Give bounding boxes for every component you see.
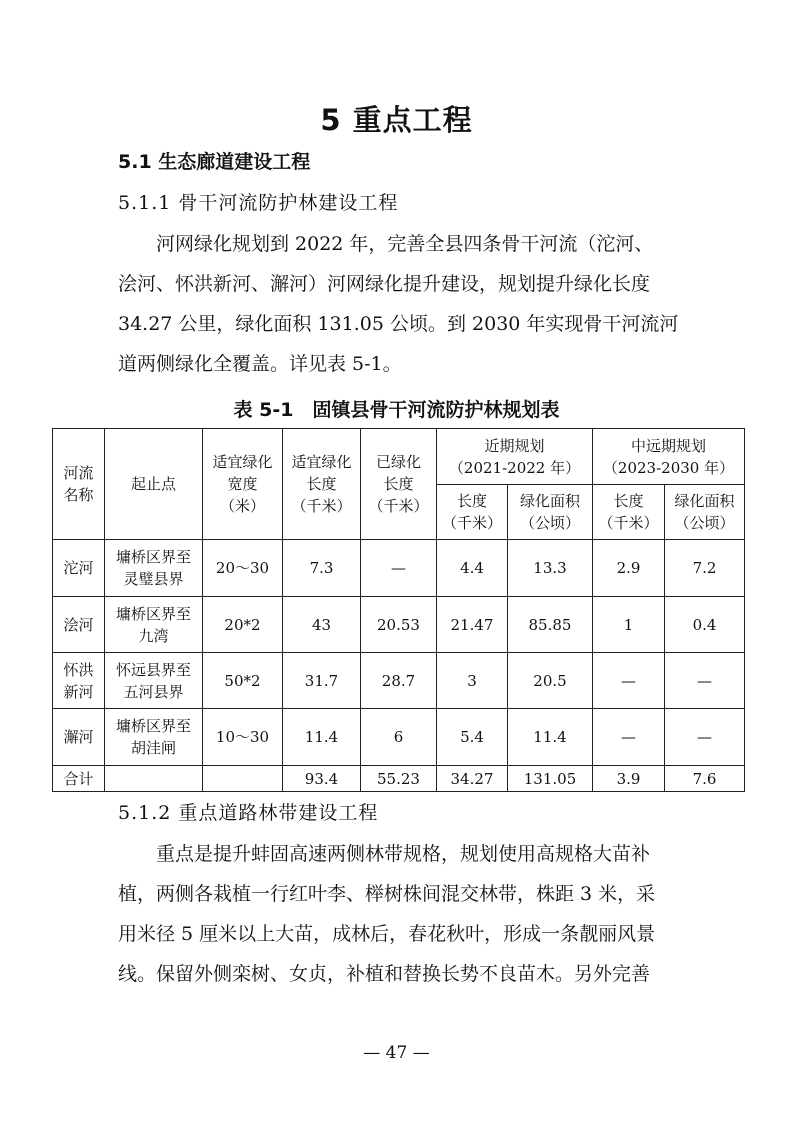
cell-total-far-area: 7.6 [665, 766, 745, 792]
cell-far-area: 7.2 [665, 540, 745, 597]
subsection-title-1: 5.1.1 骨干河流防护林建设工程 [118, 192, 399, 214]
cell-river-name: 怀洪 新河 [53, 653, 105, 709]
cell-empty [105, 766, 203, 792]
river-shelterbelt-table [52, 428, 745, 792]
header-far-length: 长度 （千米） [593, 485, 665, 540]
cell-suitable-length: 31.7 [283, 653, 361, 709]
table-caption: 表 5-1 固镇县骨干河流防护林规划表 [233, 399, 560, 421]
cell-near-length: 5.4 [437, 709, 508, 766]
cell-total-suitable-length: 93.4 [283, 766, 361, 792]
table-row [53, 597, 745, 653]
cell-empty [203, 766, 283, 792]
cell-river-name: 浍河 [53, 597, 105, 653]
header-river-name: 河流 名称 [53, 429, 105, 540]
cell-total-greened-length: 55.23 [361, 766, 437, 792]
paragraph-line: 道两侧绿化全覆盖。详见表 5-1。 [118, 353, 402, 375]
cell-far-area: 0.4 [665, 597, 745, 653]
cell-near-length: 4.4 [437, 540, 508, 597]
cell-greened-length: — [361, 540, 437, 597]
cell-width: 20*2 [203, 597, 283, 653]
cell-width: 50*2 [203, 653, 283, 709]
cell-near-length: 3 [437, 653, 508, 709]
cell-total-label: 合计 [53, 766, 105, 792]
paragraph-line: 河网绿化规划到 2022 年，完善全县四条骨干河流（沱河、 [156, 233, 654, 255]
cell-far-area: — [665, 653, 745, 709]
cell-far-length: — [593, 653, 665, 709]
cell-total-far-length: 3.9 [593, 766, 665, 792]
cell-total-near-area: 131.05 [508, 766, 593, 792]
paragraph-2 [118, 834, 678, 994]
paragraph-line: 用米径 5 厘米以上大苗，成林后，春花秋叶，形成一条靓丽风景 [118, 923, 656, 945]
cell-total-near-length: 34.27 [437, 766, 508, 792]
cell-width: 20～30 [203, 540, 283, 597]
cell-river-name: 沱河 [53, 540, 105, 597]
cell-range: 墉桥区界至 九湾 [105, 597, 203, 653]
table-row [53, 709, 745, 766]
header-mid-long-term: 中远期规划 （2023-2030 年） [593, 429, 745, 485]
cell-far-length: 1 [593, 597, 665, 653]
table-row [53, 540, 745, 597]
cell-width: 10～30 [203, 709, 283, 766]
header-near-term: 近期规划 （2021-2022 年） [437, 429, 593, 485]
cell-range: 怀远县界至 五河县界 [105, 653, 203, 709]
subsection-title-2: 5.1.2 重点道路林带建设工程 [118, 802, 379, 824]
chapter-title: 5 重点工程 [320, 103, 473, 137]
paragraph-line: 浍河、怀洪新河、澥河）河网绿化提升建设，规划提升绿化长度 [118, 273, 651, 295]
paragraph-1 [118, 224, 678, 384]
cell-greened-length: 6 [361, 709, 437, 766]
cell-range: 墉桥区界至 胡洼闸 [105, 709, 203, 766]
section-title: 5.1 生态廊道建设工程 [118, 151, 311, 173]
cell-greened-length: 20.53 [361, 597, 437, 653]
paragraph-line: 34.27 公里，绿化面积 131.05 公顷。到 2030 年实现骨干河流河 [118, 313, 679, 335]
cell-river-name: 澥河 [53, 709, 105, 766]
paragraph-line: 植，两侧各栽植一行红叶李、榉树株间混交林带，株距 3 米，采 [118, 883, 656, 905]
header-far-area: 绿化面积 （公顷） [665, 485, 745, 540]
cell-suitable-length: 11.4 [283, 709, 361, 766]
paragraph-line: 线。保留外侧栾树、女贞，补植和替换长势不良苗木。另外完善 [118, 963, 651, 985]
cell-near-area: 13.3 [508, 540, 593, 597]
paragraph-line: 重点是提升蚌固高速两侧林带规格，规划使用高规格大苗补 [156, 843, 651, 865]
cell-near-length: 21.47 [437, 597, 508, 653]
page-number: — 47 — [363, 1043, 430, 1063]
cell-near-area: 85.85 [508, 597, 593, 653]
cell-suitable-length: 7.3 [283, 540, 361, 597]
header-start-end: 起止点 [105, 429, 203, 540]
header-near-area: 绿化面积 （公顷） [508, 485, 593, 540]
cell-suitable-length: 43 [283, 597, 361, 653]
cell-greened-length: 28.7 [361, 653, 437, 709]
header-suitable-width: 适宜绿化 宽度 （米） [203, 429, 283, 540]
table-row [53, 653, 745, 709]
cell-range: 墉桥区界至 灵璧县界 [105, 540, 203, 597]
table-total-row [53, 766, 745, 792]
cell-far-length: — [593, 709, 665, 766]
header-suitable-length: 适宜绿化 长度 （千米） [283, 429, 361, 540]
header-greened-length: 已绿化 长度 （千米） [361, 429, 437, 540]
header-near-length: 长度 （千米） [437, 485, 508, 540]
cell-far-area: — [665, 709, 745, 766]
cell-near-area: 11.4 [508, 709, 593, 766]
cell-near-area: 20.5 [508, 653, 593, 709]
cell-far-length: 2.9 [593, 540, 665, 597]
